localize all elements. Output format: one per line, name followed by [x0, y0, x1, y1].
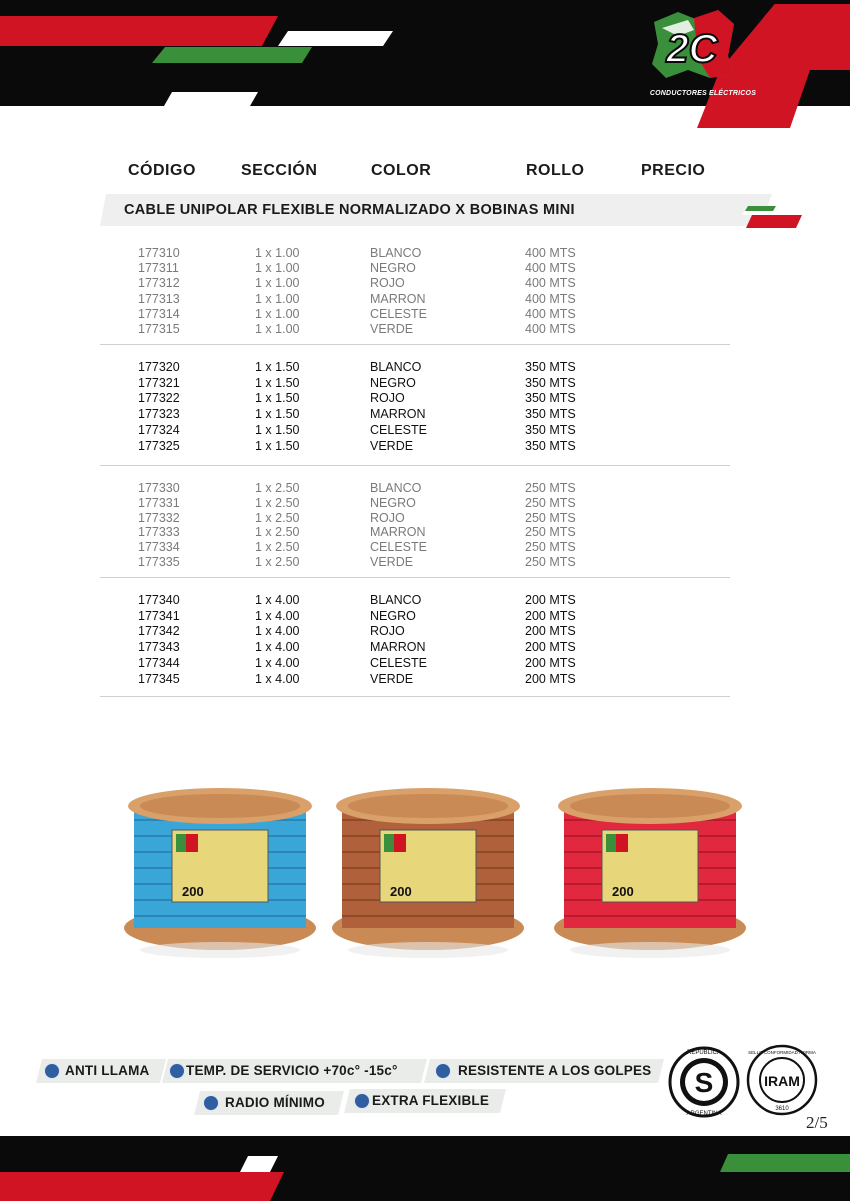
column-header-color: COLOR [371, 162, 432, 179]
table-row [100, 360, 730, 375]
table-row [100, 496, 730, 511]
cell-roll: 350 MTS [525, 407, 576, 422]
cell-roll: 250 MTS [525, 510, 576, 525]
brand-tagline: CONDUCTORES ELÉCTRICOS [649, 90, 757, 97]
cell-roll: 350 MTS [525, 438, 576, 453]
table-row [100, 640, 730, 655]
brand-logo [648, 8, 758, 103]
feature-label: TEMP. DE SERVICIO +70c° -15c° [186, 1063, 398, 1078]
impact-icon [435, 1063, 451, 1079]
table-row [100, 609, 730, 624]
cell-color: ROJO [370, 276, 405, 291]
cell-roll: 200 MTS [525, 671, 576, 686]
cell-code: 177324 [138, 422, 180, 437]
header-band [0, 0, 850, 130]
spool-marron-image [328, 780, 528, 970]
cell-code: 177322 [138, 391, 180, 406]
s-mark-letter: S [694, 1067, 714, 1098]
cell-color: CELESTE [370, 422, 427, 437]
cell-color: VERDE [370, 555, 414, 569]
cell-roll: 400 MTS [525, 306, 576, 321]
flame-icon [44, 1063, 60, 1079]
table-row [100, 423, 730, 438]
table-row [100, 656, 730, 671]
cell-color: MARRON [370, 525, 426, 540]
table-row [100, 511, 730, 526]
cell-section: 1 x 1.50 [255, 375, 300, 390]
feature-resistente-golpes [424, 1059, 664, 1083]
feature-label: ANTI LLAMA [65, 1063, 150, 1078]
cell-roll: 200 MTS [525, 608, 576, 623]
cell-section: 1 x 4.00 [255, 608, 300, 623]
cell-roll: 250 MTS [525, 495, 576, 510]
section-banner [100, 192, 776, 228]
cell-section: 1 x 1.00 [255, 291, 300, 306]
iram-seal [746, 1044, 818, 1116]
table-row [100, 439, 730, 454]
table-row [100, 246, 730, 261]
column-header-roll: ROLLO [526, 162, 585, 179]
cell-section: 1 x 4.00 [255, 624, 300, 639]
column-header-code: CÓDIGO [128, 162, 196, 179]
group-divider [100, 465, 730, 466]
cell-color: ROJO [370, 391, 405, 406]
table-row [100, 307, 730, 322]
cell-section: 1 x 1.50 [255, 391, 300, 406]
cell-code: 177312 [138, 276, 180, 291]
spool-label-marron: 200 [390, 884, 412, 899]
thermometer-icon [169, 1063, 185, 1079]
iram-number: 3610 [775, 1106, 789, 1112]
cell-section: 1 x 1.50 [255, 407, 300, 422]
cell-color: BLANCO [370, 360, 422, 374]
cell-code: 177343 [138, 640, 180, 655]
cell-roll: 400 MTS [525, 291, 576, 306]
cell-color: VERDE [370, 438, 414, 453]
cell-section: 1 x 1.00 [255, 276, 300, 291]
cell-code: 177344 [138, 655, 180, 670]
cell-roll: 200 MTS [525, 640, 576, 655]
cell-section: 1 x 1.00 [255, 322, 300, 336]
cell-code: 177342 [138, 624, 180, 639]
cell-section: 1 x 4.00 [255, 640, 300, 655]
cell-color: VERDE [370, 322, 414, 336]
cell-code: 177345 [138, 671, 180, 686]
radius-icon [203, 1095, 219, 1111]
feature-label: EXTRA FLEXIBLE [372, 1093, 490, 1108]
cell-code: 177311 [138, 261, 179, 276]
cell-section: 1 x 1.50 [255, 360, 300, 374]
cell-color: MARRON [370, 407, 426, 422]
spool-rojo-image [550, 780, 750, 970]
cell-color: NEGRO [370, 608, 416, 623]
cell-code: 177330 [138, 481, 180, 495]
table-row [100, 292, 730, 307]
cell-section: 1 x 2.50 [255, 525, 300, 540]
s-mark-top-text: REPÚBLICA [686, 1050, 722, 1056]
cell-color: MARRON [370, 640, 426, 655]
cell-roll: 400 MTS [525, 276, 576, 291]
cell-code: 177320 [138, 360, 180, 374]
cell-section: 1 x 4.00 [255, 671, 300, 686]
cell-code: 177315 [138, 322, 180, 336]
cell-section: 1 x 2.50 [255, 495, 300, 510]
cell-section: 1 x 1.00 [255, 246, 300, 260]
cell-roll: 350 MTS [525, 391, 576, 406]
cell-roll: 250 MTS [525, 555, 576, 569]
cell-code: 177334 [138, 540, 180, 555]
table-row [100, 540, 730, 555]
cell-color: CELESTE [370, 540, 427, 555]
feature-anti-llama [36, 1059, 166, 1083]
brand-logo-letters: 2C [666, 27, 718, 71]
cell-section: 1 x 2.50 [255, 540, 300, 555]
s-mark-seal [668, 1042, 740, 1122]
table-row [100, 407, 730, 422]
cell-roll: 350 MTS [525, 422, 576, 437]
cell-section: 1 x 4.00 [255, 655, 300, 670]
table-row [100, 672, 730, 687]
cell-roll: 250 MTS [525, 525, 576, 540]
cell-roll: 200 MTS [525, 624, 576, 639]
cell-color: ROJO [370, 624, 405, 639]
cell-color: BLANCO [370, 593, 422, 607]
spool-label-celeste: 200 [182, 884, 204, 899]
cell-color: NEGRO [370, 375, 416, 390]
iram-ring-text: SELLO CONFORMIDAD NORMA [748, 1050, 816, 1055]
cell-color: MARRON [370, 291, 426, 306]
cell-roll: 250 MTS [525, 540, 576, 555]
cell-color: BLANCO [370, 246, 422, 260]
column-header-section: SECCIÓN [241, 162, 318, 179]
table-row [100, 261, 730, 276]
cell-color: ROJO [370, 510, 405, 525]
brand-logo-mark [648, 8, 736, 80]
cell-code: 177313 [138, 291, 180, 306]
product-photos [110, 780, 760, 990]
group-divider [100, 696, 730, 697]
cell-code: 177314 [138, 306, 180, 321]
group-divider [100, 577, 730, 578]
cell-section: 1 x 1.00 [255, 306, 300, 321]
cell-code: 177325 [138, 438, 180, 453]
cell-code: 177321 [138, 375, 180, 390]
page-number: 2/5 [806, 1113, 828, 1132]
group-divider [100, 344, 730, 345]
cell-roll: 350 MTS [525, 375, 576, 390]
cell-roll: 350 MTS [525, 360, 576, 374]
cell-color: BLANCO [370, 481, 422, 495]
cell-section: 1 x 1.50 [255, 422, 300, 437]
table-row [100, 624, 730, 639]
section-title: CABLE UNIPOLAR FLEXIBLE NORMALIZADO X BOBINAS MINI [124, 202, 575, 218]
iram-center-text: IRAM [764, 1073, 800, 1089]
cell-roll: 400 MTS [525, 246, 576, 260]
spool-celeste-image [120, 780, 320, 970]
table-row [100, 322, 730, 337]
cell-section: 1 x 2.50 [255, 555, 300, 569]
table-row [100, 276, 730, 291]
column-header-price: PRECIO [641, 162, 706, 179]
cell-color: CELESTE [370, 306, 427, 321]
cell-code: 177332 [138, 510, 180, 525]
table-row [100, 391, 730, 406]
table-row [100, 555, 730, 570]
cell-roll: 250 MTS [525, 481, 576, 495]
feature-temperatura [162, 1059, 427, 1083]
cell-color: VERDE [370, 671, 414, 686]
feature-label: RADIO MÍNIMO [225, 1095, 325, 1110]
cell-section: 1 x 1.50 [255, 438, 300, 453]
cell-roll: 400 MTS [525, 322, 576, 336]
cell-color: CELESTE [370, 655, 427, 670]
table-row [100, 376, 730, 391]
spool-label-rojo: 200 [612, 884, 634, 899]
cell-section: 1 x 4.00 [255, 593, 300, 607]
table-row [100, 525, 730, 540]
cell-code: 177310 [138, 246, 180, 260]
feature-radio-minimo [194, 1091, 344, 1115]
cell-roll: 200 MTS [525, 593, 576, 607]
cell-code: 177333 [138, 525, 180, 540]
cell-section: 1 x 1.00 [255, 261, 300, 276]
cell-code: 177331 [138, 495, 180, 510]
cell-code: 177340 [138, 593, 180, 607]
cell-roll: 200 MTS [525, 655, 576, 670]
cell-section: 1 x 2.50 [255, 481, 300, 495]
cell-color: NEGRO [370, 261, 416, 276]
table-row [100, 593, 730, 608]
footer-band [0, 1136, 850, 1201]
s-mark-bottom-text: ARGENTINA [686, 1111, 722, 1117]
cell-color: NEGRO [370, 495, 416, 510]
table-row [100, 481, 730, 496]
banner-flag-decoration [740, 206, 804, 232]
flex-icon [354, 1093, 370, 1109]
cell-section: 1 x 2.50 [255, 510, 300, 525]
feature-extra-flexible [344, 1089, 506, 1113]
feature-label: RESISTENTE A LOS GOLPES [458, 1063, 652, 1078]
cell-code: 177323 [138, 407, 180, 422]
cell-roll: 400 MTS [525, 261, 576, 276]
cell-code: 177341 [138, 608, 180, 623]
cell-code: 177335 [138, 555, 180, 569]
